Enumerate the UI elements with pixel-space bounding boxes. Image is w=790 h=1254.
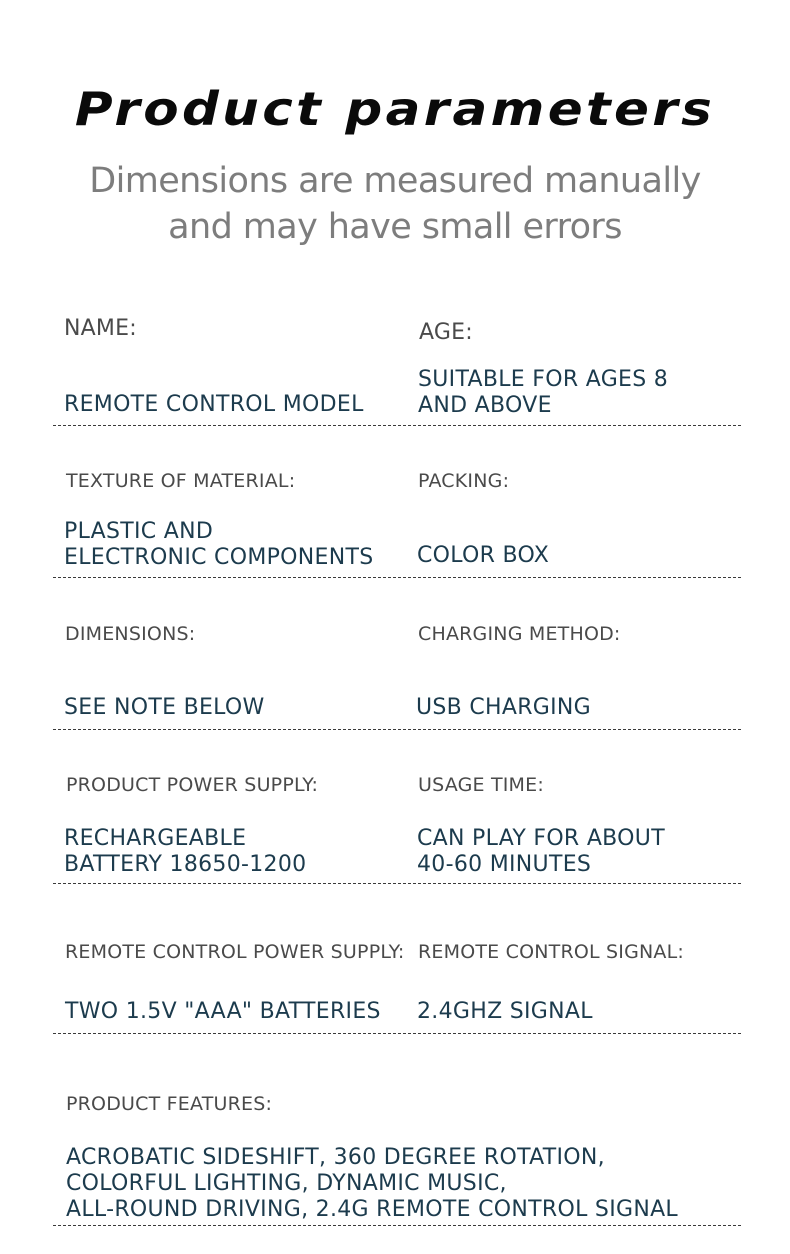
param-value-age: SUITABLE FOR AGES 8 AND ABOVE bbox=[418, 367, 669, 418]
row-divider bbox=[53, 729, 741, 730]
param-label-material: TEXTURE OF MATERIAL: bbox=[66, 470, 296, 492]
param-label-name: NAME: bbox=[64, 316, 137, 341]
param-value-features: ACROBATIC SIDESHIFT, 360 DEGREE ROTATION, COLORFUL LIGHTING, DYNAMIC MUSIC, ALL-ROUND DRIVING, 2.4G REMOTE CONTROL SIGNAL bbox=[66, 1145, 678, 1222]
param-label-packing: PACKING: bbox=[418, 470, 510, 492]
subtitle-line-2: and may have small errors bbox=[168, 207, 622, 247]
subtitle-line-1: Dimensions are measured manually bbox=[89, 161, 701, 201]
row-divider bbox=[53, 1225, 741, 1226]
param-value-dimensions: SEE NOTE BELOW bbox=[64, 695, 265, 720]
row-divider bbox=[53, 425, 741, 426]
param-label-dimensions: DIMENSIONS: bbox=[65, 623, 196, 645]
param-label-remote-signal: REMOTE CONTROL SIGNAL: bbox=[418, 941, 685, 963]
param-label-features: PRODUCT FEATURES: bbox=[66, 1093, 273, 1115]
param-value-name: REMOTE CONTROL MODEL bbox=[64, 392, 364, 417]
param-label-remote-power: REMOTE CONTROL POWER SUPPLY: bbox=[65, 941, 405, 963]
row-divider bbox=[53, 1033, 741, 1034]
param-value-power: RECHARGEABLE BATTERY 18650-1200 bbox=[64, 826, 307, 877]
param-value-material: PLASTIC AND ELECTRONIC COMPONENTS bbox=[64, 519, 374, 570]
param-value-packing: COLOR BOX bbox=[417, 543, 550, 568]
page-subtitle bbox=[0, 158, 790, 250]
row-divider bbox=[53, 883, 741, 884]
param-label-age: AGE: bbox=[419, 320, 473, 345]
param-value-remote-power: TWO 1.5V "AAA" BATTERIES bbox=[65, 999, 381, 1024]
page-title: Product parameters bbox=[74, 82, 716, 136]
param-value-remote-signal: 2.4GHZ SIGNAL bbox=[417, 999, 593, 1024]
param-value-usage: CAN PLAY FOR ABOUT 40-60 MINUTES bbox=[417, 826, 665, 877]
param-label-charging: CHARGING METHOD: bbox=[418, 623, 621, 645]
param-label-usage: USAGE TIME: bbox=[418, 774, 544, 796]
param-value-charging: USB CHARGING bbox=[416, 695, 592, 720]
param-label-power: PRODUCT POWER SUPPLY: bbox=[66, 774, 319, 796]
row-divider bbox=[53, 577, 741, 578]
